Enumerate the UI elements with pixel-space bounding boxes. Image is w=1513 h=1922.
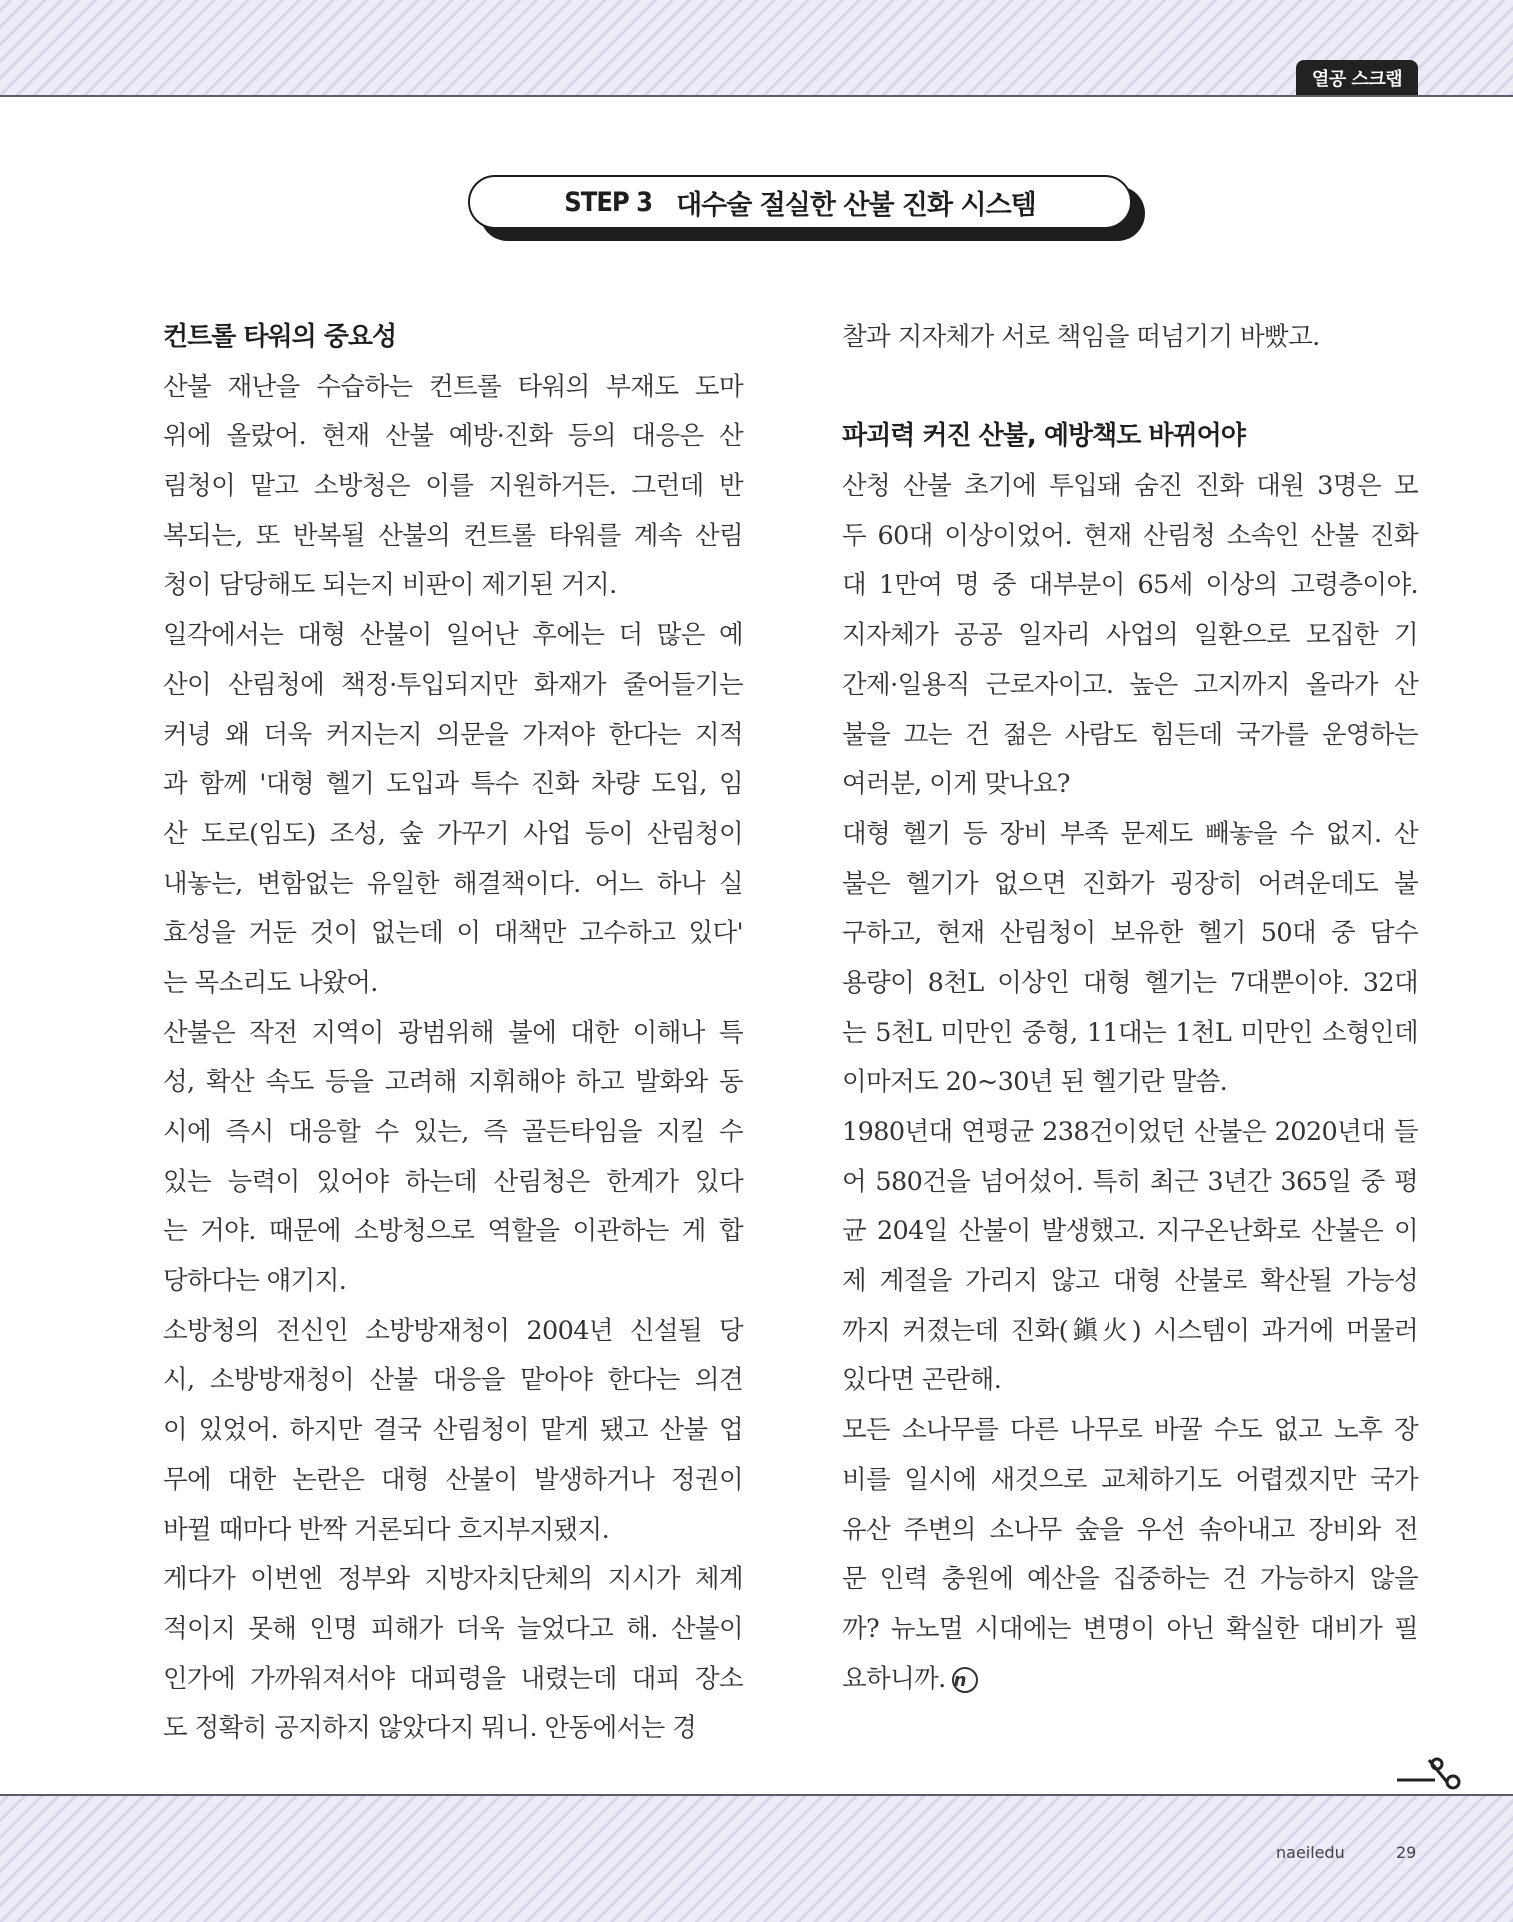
text-line [842,1506,1418,1556]
right-column [842,313,1418,1704]
text-line [163,1555,743,1605]
text-line-content: 있다면 곤란해. [842,1365,1002,1396]
text-line-content: 시에 즉시 대응할 수 있는, 즉 골든타임을 지킬 수 [163,1117,743,1147]
text-line [842,661,1418,711]
text-line-content: 바뀔 때마다 반짝 거론되다 흐지부지됐지. [163,1514,610,1545]
text-line-content: 내놓는, 변함없는 유일한 해결책이다. 어느 하나 실 [163,868,743,899]
text-line-content: 산불은 작전 지역이 광범위해 불에 대한 이해나 특 [163,1017,743,1048]
text-line-content: 효성을 거둔 것이 없는데 이 대책만 고수하고 있다' [163,918,743,949]
text-line [163,1356,743,1406]
text-line-content: 불은 헬기가 없으면 진화가 굉장히 어려운데도 불 [842,868,1418,899]
text-line [842,512,1418,562]
text-line [842,561,1418,611]
text-line [842,611,1418,661]
text-line-content: 문 인력 충원에 예산을 집중하는 건 가능하지 않을 [842,1564,1418,1595]
text-line [163,363,743,413]
text-line [842,462,1418,512]
text-line [163,1207,743,1257]
text-line [842,1058,1418,1108]
text-line-content: 1980년대 연평균 238건이었던 산불은 2020년대 들 [842,1117,1418,1147]
paragraph-gap [842,363,1418,413]
text-line [842,909,1418,959]
text-line [163,611,743,661]
text-line [842,313,1418,363]
text-line-content: 찰과 지자체가 서로 책임을 떠넘기기 바빴고. [842,322,1320,352]
text-line [842,959,1418,1009]
text-line-content: 림청이 맡고 소방청은 이를 지원하거든. 그런데 반 [163,471,743,502]
text-line-content: 도 정확히 공지하지 않았다지 뭐니. 안동에서는 경 [163,1713,697,1744]
text-line [842,1406,1418,1456]
text-line [842,1605,1418,1655]
step-title: 대수술 절실한 산불 진화 시스템 [676,189,1036,221]
text-line [163,810,743,860]
text-line [163,661,743,711]
text-line [163,512,743,562]
section-heading-prevention: 파괴력 커진 산불, 예방책도 바뀌어야 [842,421,1245,452]
text-line [163,1257,743,1307]
text-line-content: 청이 담당해도 되는지 비판이 제기된 거지. [163,570,617,601]
text-line-content: 는 5천L 미만인 중형, 11대는 1천L 미만인 소형인데 [842,1017,1418,1048]
step-banner [468,175,1148,241]
left-column-body [163,363,743,1754]
text-line [163,909,743,959]
right-column-body [842,462,1418,1704]
text-line [842,1207,1418,1257]
text-line [163,1406,743,1456]
text-line-content: 복되는, 또 반복될 산불의 컨트롤 타워를 계속 산림 [163,520,743,551]
text-line [163,1704,743,1754]
text-line [163,462,743,512]
text-line [163,760,743,810]
text-line-content: 비를 일시에 새것으로 교체하기도 어렵겠지만 국가 [842,1464,1418,1495]
text-line-content: 산이 산림청에 책정·투입되지만 화재가 줄어들기는 [163,669,743,700]
text-line [163,1058,743,1108]
text-line-content: 산 도로(임도) 조성, 숲 가꾸기 사업 등이 산림청이 [163,818,743,849]
text-line [842,1257,1418,1307]
text-line [163,1456,743,1506]
text-line [842,1356,1418,1406]
text-line-content: 요하니까. [842,1663,946,1694]
text-line-content: 제 계절을 가리지 않고 대형 산불로 확산될 가능성 [842,1266,1418,1297]
text-line [842,1108,1418,1158]
top-stripe-band [0,0,1513,97]
scissors-icon [1395,1752,1465,1792]
text-line-content: 두 60대 이상이었어. 현재 산림청 소속인 산불 진화 [842,520,1418,551]
text-line-content: 적이지 못해 인명 피해가 더욱 늘었다고 해. 산불이 [163,1613,743,1644]
text-line-content: 과 함께 '대형 헬기 도입과 특수 진화 차량 도입, 임 [163,769,743,800]
section-heading-control-tower: 컨트롤 타워의 중요성 [163,322,397,352]
left-column [163,313,743,1754]
text-line-content: 는 거야. 때문에 소방청으로 역할을 이관하는 게 합 [163,1216,743,1247]
page-number: 29 [1396,1843,1417,1862]
text-line-content: 간제·일용직 근로자이고. 높은 고지까지 올라가 산 [842,669,1418,700]
footer-brand: naeiledu [1276,1843,1345,1862]
text-line-content: 지자체가 공공 일자리 사업의 일환으로 모집한 기 [842,620,1418,651]
right-column-continuation [842,313,1418,363]
text-line-content: 인가에 가까워져서야 대피령을 내렸는데 대피 장소 [163,1663,743,1694]
text-line-content: 불을 끄는 건 젊은 사람도 힘든데 국가를 운영하는 [842,719,1418,750]
text-line [163,860,743,910]
text-line-content: 까지 커졌는데 진화(鎭火) 시스템이 과거에 머물러 [842,1315,1418,1346]
text-line [163,1605,743,1655]
text-line [163,412,743,462]
text-line [163,1655,743,1705]
text-line-content: 당하다는 얘기지. [163,1266,347,1297]
text-line-content: 균 204일 산불이 발생했고. 지구온난화로 산불은 이 [842,1216,1418,1247]
text-line [163,1307,743,1357]
text-line-content: 위에 올랐어. 현재 산불 예방·진화 등의 대응은 산 [163,421,743,452]
text-line-content: 게다가 이번엔 정부와 지방자치단체의 지시가 체계 [163,1564,743,1595]
text-line-content: 소방청의 전신인 소방방재청이 2004년 신설될 당 [163,1315,743,1346]
text-line-content: 여러분, 이게 맞나요? [842,769,1070,800]
text-line-content: 까? 뉴노멀 시대에는 변명이 아닌 확실한 대비가 필 [842,1613,1418,1644]
text-line-content: 는 목소리도 나왔어. [163,967,378,998]
text-line [163,959,743,1009]
text-line-content: 시, 소방방재청이 산불 대응을 맡아야 한다는 의견 [163,1365,743,1396]
text-line [842,1555,1418,1605]
text-line [163,1158,743,1208]
text-line-content: 있는 능력이 있어야 하는데 산림청은 한계가 있다 [163,1166,743,1197]
text-line [842,711,1418,761]
text-line [842,1009,1418,1059]
text-line-content: 이 있었어. 하지만 결국 산림청이 맡게 됐고 산불 업 [163,1415,743,1446]
section-tag: 열공 스크랩 [1296,60,1418,95]
text-line-content: 구하고, 현재 산림청이 보유한 헬기 50대 중 담수 [842,918,1418,949]
text-line [842,860,1418,910]
text-line-content: 무에 대한 논란은 대형 산불이 발생하거나 정권이 [163,1464,743,1495]
text-line [842,1655,1418,1705]
text-line-content: 산불 재난을 수습하는 컨트롤 타워의 부재도 도마 [163,371,743,402]
text-line-content: 대형 헬기 등 장비 부족 문제도 빼놓을 수 없지. 산 [842,818,1418,849]
text-line-content: 성, 확산 속도 등을 고려해 지휘해야 하고 발화와 동 [163,1067,743,1098]
text-line [842,1307,1418,1357]
text-line-content: 용량이 8천L 이상인 대형 헬기는 7대뿐이야. 32대 [842,967,1418,998]
end-mark-icon: n [952,1667,978,1693]
text-line [163,561,743,611]
text-line-content: 모든 소나무를 다른 나무로 바꿀 수도 없고 노후 장 [842,1415,1418,1446]
text-line-content: 커녕 왜 더욱 커지는지 의문을 가져야 한다는 지적 [163,719,743,750]
text-line [163,1009,743,1059]
text-line-content: 일각에서는 대형 산불이 일어난 후에는 더 많은 예 [163,620,743,651]
text-line [842,1158,1418,1208]
step-banner-pill [468,175,1132,229]
text-line-content: 산청 산불 초기에 투입돼 숨진 진화 대원 3명은 모 [842,471,1418,502]
text-line-content: 대 1만여 명 중 대부분이 65세 이상의 고령층이야. [842,570,1418,601]
text-line [163,1108,743,1158]
text-line-content: 이마저도 20~30년 된 헬기란 말씀. [842,1067,1228,1098]
text-line-content: 어 580건을 넘어섰어. 특히 최근 3년간 365일 중 평 [842,1166,1418,1197]
text-line [163,711,743,761]
step-label: STEP 3 [564,186,653,218]
text-line [842,760,1418,810]
text-line [842,810,1418,860]
text-line-content: 유산 주변의 소나무 숲을 우선 솎아내고 장비와 전 [842,1514,1418,1545]
text-line [842,1456,1418,1506]
text-line [163,1506,743,1556]
